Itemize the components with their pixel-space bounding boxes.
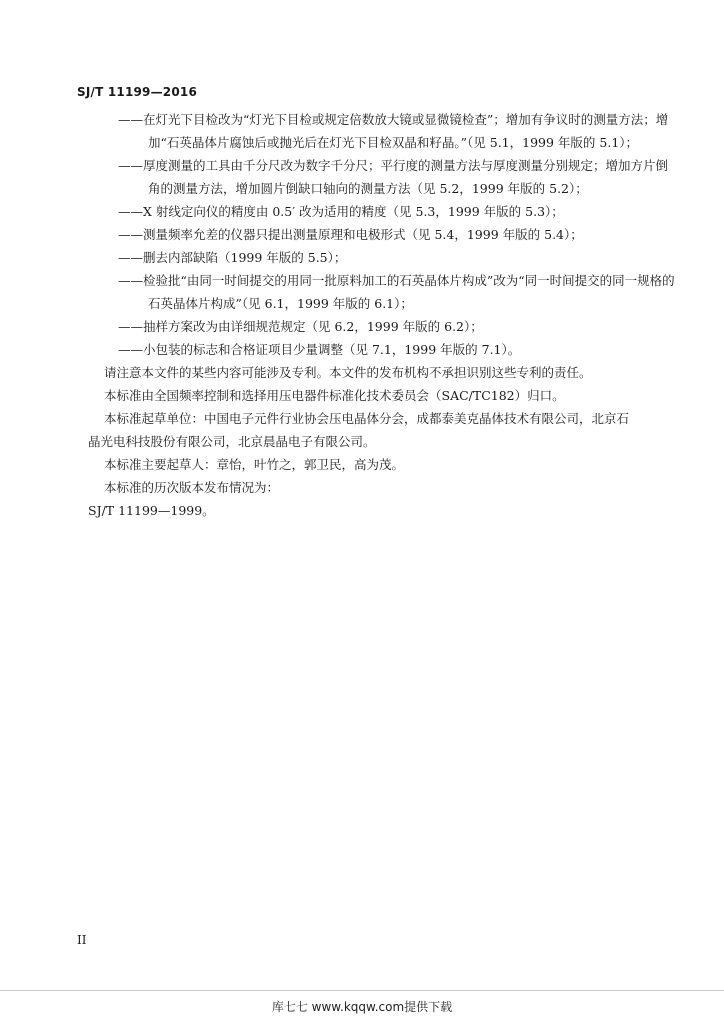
history-version: SJ/T 11199—1999。 — [88, 503, 215, 518]
change-item: ——抽样方案改为由详细规范规定（见 6.2，1999 年版的 6.2）； — [118, 319, 483, 334]
foreword-content — [88, 108, 678, 522]
committee-statement: 本标准由全国频率控制和选择用压电器件标准化技术委员会（SAC/TC182）归口。 — [104, 388, 565, 403]
page-number: II — [77, 933, 87, 947]
history-intro: 本标准的历次版本发布情况为： — [104, 480, 280, 495]
patent-notice: 请注意本文件的某些内容可能涉及专利。本文件的发布机构不承担识别这些专利的责任。 — [104, 365, 592, 380]
change-item: ——在灯光下目检改为“灯光下目检或规定倍数放大镜或显微镜检查”；增加有争议时的测量方法；增加“石英晶体片腐蚀后或抛光后在灯光下目检双晶和籽晶。”（见 5.1，1999 年版的 5.1）； — [118, 112, 669, 150]
change-item: ——X 射线定向仪的精度由 0.5′ 改为适用的精度（见 5.3，1999 年版的 5.3）； — [118, 204, 564, 219]
change-item: ——删去内部缺陷（1999 年版的 5.5）； — [118, 250, 347, 265]
change-item: ——测量频率允差的仪器只提出测量原理和电极形式（见 5.4，1999 年版的 5.4）； — [118, 227, 583, 242]
drafting-units — [88, 407, 678, 453]
document-id-header: SJ/T 11199—2016 — [77, 85, 197, 99]
drafting-units-line1: 本标准起草单位：中国电子元件行业协会压电晶体分会，成都泰美克晶体技术有限公司，北京石 — [104, 411, 630, 426]
change-item: ——小包装的标志和合格证项目少量调整（见 7.1，1999 年版的 7.1）。 — [118, 342, 521, 357]
download-site-footer: 库七七 www.kqqw.com提供下载 — [271, 1000, 453, 1014]
drafting-units-line2: 晶光电科技股份有限公司，北京晨晶电子有限公司。 — [88, 434, 376, 449]
change-item: ——检验批“由同一时间提交的用同一批原料加工的石英晶体片构成”改为“同一时间提交的同一规格的石英晶体片构成”（见 6.1，1999 年版的 6.1）； — [118, 273, 675, 311]
main-drafters: 本标准主要起草人：章怡，叶竹之，郭卫民，高为茂。 — [104, 457, 405, 472]
change-item: ——厚度测量的工具由千分尺改为数字千分尺；平行度的测量方法与厚度测量分别规定；增加方片倒角的测量方法，增加圆片倒缺口轴向的测量方法（见 5.2，1999 年版的 5.2）； — [118, 158, 669, 196]
footer-divider — [0, 990, 724, 991]
